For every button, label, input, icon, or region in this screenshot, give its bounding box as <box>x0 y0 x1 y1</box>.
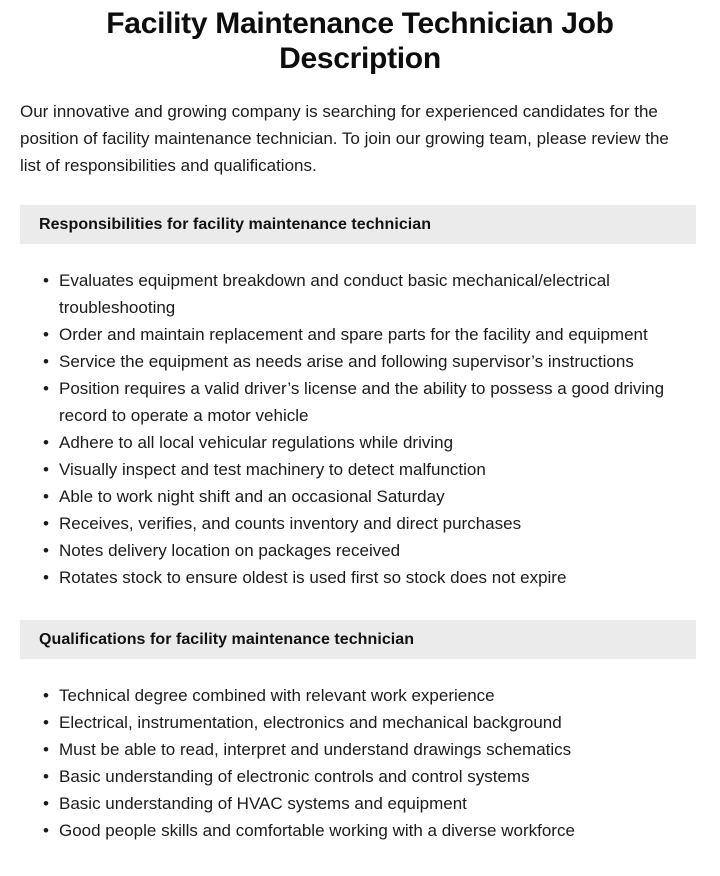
list-item <box>0 790 720 817</box>
bullet-icon: • <box>43 713 49 732</box>
qualifications-list <box>0 682 720 844</box>
spacer-after-qualifications-header <box>0 659 720 682</box>
spacer-after-responsibilities-header <box>0 244 720 267</box>
responsibility-text: Rotates stock to ensure oldest is used first so stock does not expire <box>59 568 567 587</box>
section-title-responsibilities: Responsibilities for facility maintenance technician <box>39 215 432 233</box>
qualification-text: Must be able to read, interpret and understand drawings schematics <box>59 740 572 759</box>
qualification-text: Basic understanding of electronic controls and control systems <box>59 767 530 786</box>
bullet-icon: • <box>43 740 49 759</box>
list-item <box>0 763 720 790</box>
bullet-icon: • <box>43 325 49 344</box>
responsibility-text: Adhere to all local vehicular regulations while driving <box>59 433 454 452</box>
qualification-text: Good people skills and comfortable working with a diverse workforce <box>59 821 575 840</box>
list-item <box>0 736 720 763</box>
responsibility-text: Order and maintain replacement and spare parts for the facility and equipment <box>59 325 648 344</box>
bullet-icon: • <box>43 821 49 840</box>
bullet-icon: • <box>43 686 49 705</box>
list-item <box>0 483 720 510</box>
bullet-icon: • <box>43 460 49 479</box>
responsibility-text: Position requires a valid driver’s license and the ability to possess a good driving record to operate a motor vehicle <box>59 379 665 425</box>
spacer-before-qualifications <box>0 591 720 620</box>
section-header-responsibilities <box>20 205 696 244</box>
list-item <box>0 348 720 375</box>
intro-paragraph: Our innovative and growing company is searching for experienced candidates for the position of facility maintenance technician. To join our growing team, please review the list of responsibilities and qualifications. <box>20 102 669 175</box>
list-item <box>0 429 720 456</box>
qualification-text: Electrical, instrumentation, electronics and mechanical background <box>59 713 562 732</box>
section-header-qualifications <box>20 620 696 659</box>
responsibility-text: Service the equipment as needs arise and following supervisor’s instructions <box>59 352 634 371</box>
responsibility-text: Visually inspect and test machinery to detect malfunction <box>59 460 486 479</box>
list-item <box>0 375 720 429</box>
page-title: Facility Maintenance Technician Job Description <box>106 7 614 75</box>
list-item <box>0 537 720 564</box>
responsibility-text: Notes delivery location on packages received <box>59 541 401 560</box>
bullet-icon: • <box>43 352 49 371</box>
bullet-icon: • <box>43 767 49 786</box>
list-item <box>0 510 720 537</box>
bullet-icon: • <box>43 433 49 452</box>
bullet-icon: • <box>43 271 49 290</box>
spacer-before-responsibilities <box>0 179 720 205</box>
list-item <box>0 456 720 483</box>
bullet-icon: • <box>43 541 49 560</box>
responsibilities-list <box>0 267 720 591</box>
list-item <box>0 564 720 591</box>
list-item <box>0 682 720 709</box>
qualification-text: Technical degree combined with relevant work experience <box>59 686 495 705</box>
bullet-icon: • <box>43 379 49 398</box>
list-item <box>0 709 720 736</box>
list-item <box>0 267 720 321</box>
qualification-text: Basic understanding of HVAC systems and equipment <box>59 794 467 813</box>
section-title-qualifications: Qualifications for facility maintenance technician <box>39 630 415 648</box>
list-item <box>0 817 720 844</box>
bullet-icon: • <box>43 514 49 533</box>
bullet-icon: • <box>43 487 49 506</box>
bullet-icon: • <box>43 794 49 813</box>
list-item <box>0 321 720 348</box>
bullet-icon: • <box>43 568 49 587</box>
responsibility-text: Evaluates equipment breakdown and conduct basic mechanical/electrical troubleshooting <box>59 271 610 317</box>
responsibility-text: Able to work night shift and an occasional Saturday <box>59 487 445 506</box>
responsibility-text: Receives, verifies, and counts inventory and direct purchases <box>59 514 522 533</box>
